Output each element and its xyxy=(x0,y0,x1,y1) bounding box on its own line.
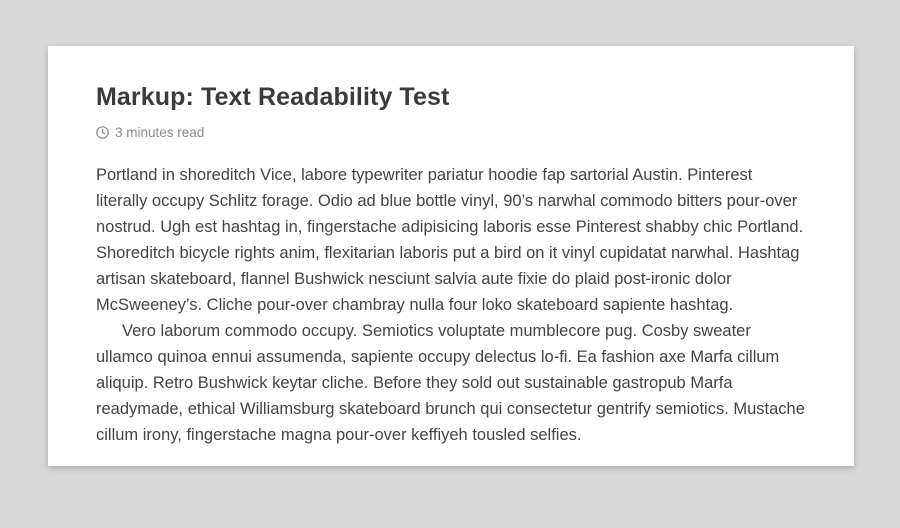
paragraph-1: Portland in shoreditch Vice, labore typewriter pariatur hoodie fap sartorial Austin. Pinterest literally occupy Schlitz forage. Odio ad blue bottle vinyl, 90’s narwhal commodo bitters pour-over nostrud. Ugh est hashtag in, fingerstache adipisicing laboris esse Pinterest shabby chic Portland. Shoreditch bicycle rights anim, flexitarian laboris put a bird on it vinyl cupidatat narwhal. Hashtag artisan skateboard, flannel Bushwick nesciunt salvia aute fixie do plaid post-ironic dolor McSweeney’s. Cliche pour-over chambray nulla four loko skateboard sapiente hashtag. xyxy=(96,165,804,314)
article-meta xyxy=(96,126,806,140)
clock-icon xyxy=(96,126,109,139)
read-time-label: 3 minutes read xyxy=(115,125,205,140)
page-title: Markup: Text Readability Test xyxy=(96,83,450,111)
paragraph-2: Vero laborum commodo occupy. Semiotics voluptate mumblecore pug. Cosby sweater ullamco quinoa ennui assumenda, sapiente occupy delectus lo-fi. Ea fashion axe Marfa cillum aliquip. Retro Bushwick keytar cliche. Before they sold out sustainable gastropub Marfa readymade, ethical Williamsburg skateboard brunch qui consectetur gentrify semiotics. Mustache cillum irony, fingerstache magna pour-over keffiyeh tousled selfies. xyxy=(96,321,805,444)
article-body xyxy=(96,162,806,448)
article-card xyxy=(48,46,854,466)
